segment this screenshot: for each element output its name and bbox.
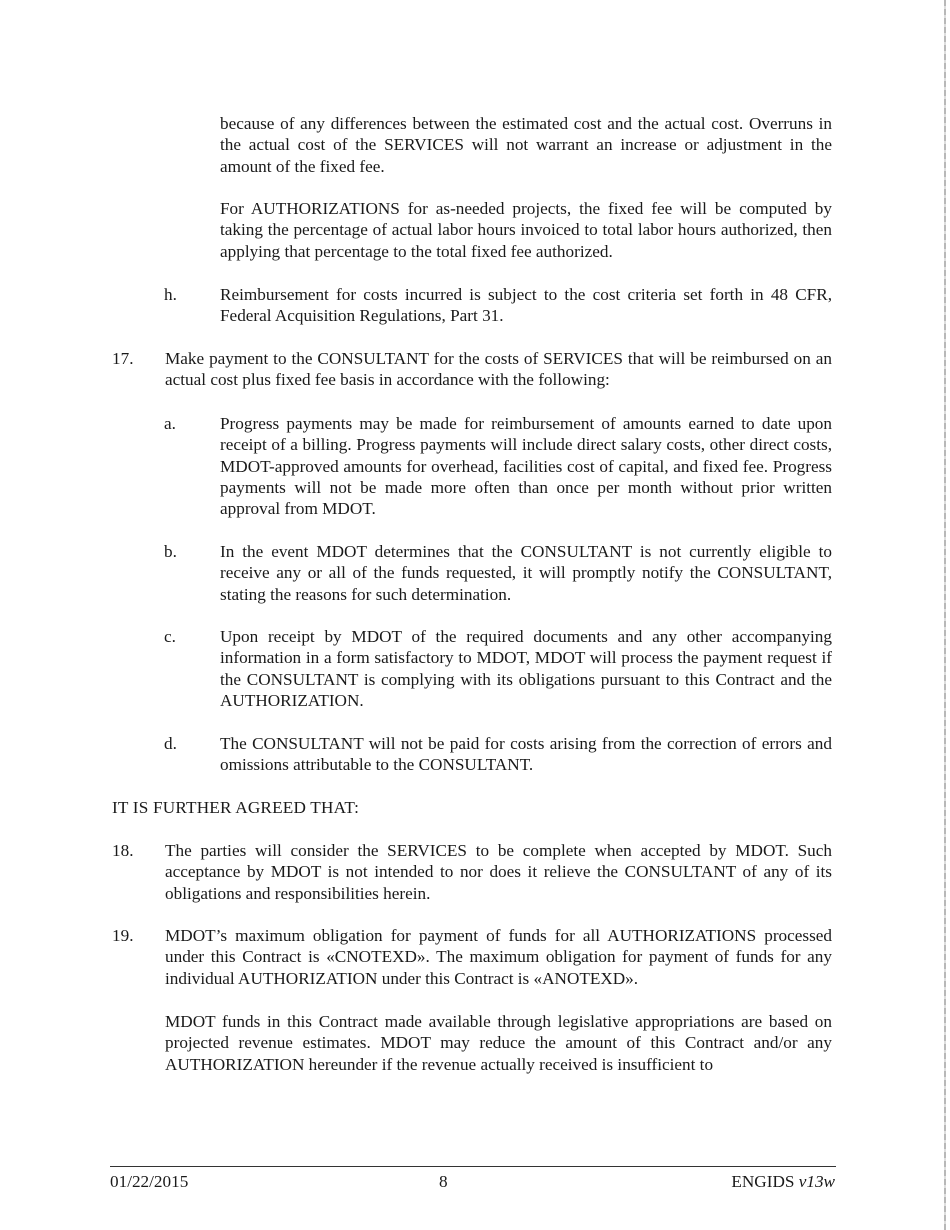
section-19-text: MDOT’s maximum obligation for payment of funds for all AUTHORIZATIONS processed under this Contract is «CNOTEXD». The maximum obligation for payment of funds for any individual AUTHORIZATION under this Contract is «ANOTEXD». [165, 926, 832, 988]
section-17-label: 17. [112, 349, 134, 368]
footer-date: 01/22/2015 [110, 1172, 189, 1191]
section-19-funds-text: MDOT funds in this Contract made available through legislative appropriations are based on projected revenue estimates. MDOT may reduce the amount of this Contract and/or any AUTHORIZATION hereunder if the revenue actually received is insufficient to [165, 1012, 832, 1074]
section-17-text: Make payment to the CONSULTANT for the costs of SERVICES that will be reimbursed on an actual cost plus fixed fee basis in accordance with the following: [165, 349, 832, 390]
item-b-label: b. [164, 542, 177, 561]
footer-version: v13w [798, 1172, 835, 1191]
item-a-text: Progress payments may be made for reimbursement of amounts earned to date upon receipt of a billing. Progress payments will include direct salary costs, other direct costs, MDOT-approved amounts for overhead, facilities cost of capital, and fixed fee. Progress payments will not be made more often than once per month without prior written approval from MDOT. [220, 414, 832, 519]
section-18-text: The parties will consider the SERVICES to be complete when accepted by MDOT. Such acceptance by MDOT is not intended to nor does it relieve the CONSULTANT of any of its obligations and responsibilities herein. [165, 841, 832, 903]
further-agreed-heading: IT IS FURTHER AGREED THAT: [112, 798, 360, 817]
item-h-label: h. [164, 285, 177, 304]
section-18-label: 18. [112, 841, 134, 860]
continued-paragraph: because of any differences between the estimated cost and the actual cost. Overruns in the actual cost of the SERVICES will not warrant an increase or adjustment in the amount of the fixed fee. [220, 114, 832, 176]
footer-rule [110, 1166, 836, 1167]
footer-doc-id [731, 1171, 835, 1192]
item-b-text: In the event MDOT determines that the CONSULTANT is not currently eligible to receive any or all of the funds requested, it will promptly notify the CONSULTANT, stating the reasons for such determination. [220, 542, 832, 604]
section-19-label: 19. [112, 926, 134, 945]
item-h-text: Reimbursement for costs incurred is subject to the cost criteria set forth in 48 CFR, Federal Acquisition Regulations, Part 31. [220, 285, 832, 326]
item-a-label: a. [164, 414, 176, 433]
item-d-text: The CONSULTANT will not be paid for costs arising from the correction of errors and omissions attributable to the CONSULTANT. [220, 734, 832, 775]
scan-edge [944, 0, 946, 1230]
footer-doc-name: ENGIDS [731, 1172, 795, 1191]
as-needed-paragraph: For AUTHORIZATIONS for as-needed projects, the fixed fee will be computed by taking the percentage of actual labor hours invoiced to total labor hours authorized, then applying that percentage to the total fixed fee authorized. [220, 199, 832, 261]
footer-page-number: 8 [439, 1172, 448, 1191]
item-d-label: d. [164, 734, 177, 753]
item-c-text: Upon receipt by MDOT of the required documents and any other accompanying information in a form satisfactory to MDOT, MDOT will process the payment request if the CONSULTANT is complying with its obligations pursuant to this Contract and the AUTHORIZATION. [220, 627, 832, 710]
item-c-label: c. [164, 627, 176, 646]
